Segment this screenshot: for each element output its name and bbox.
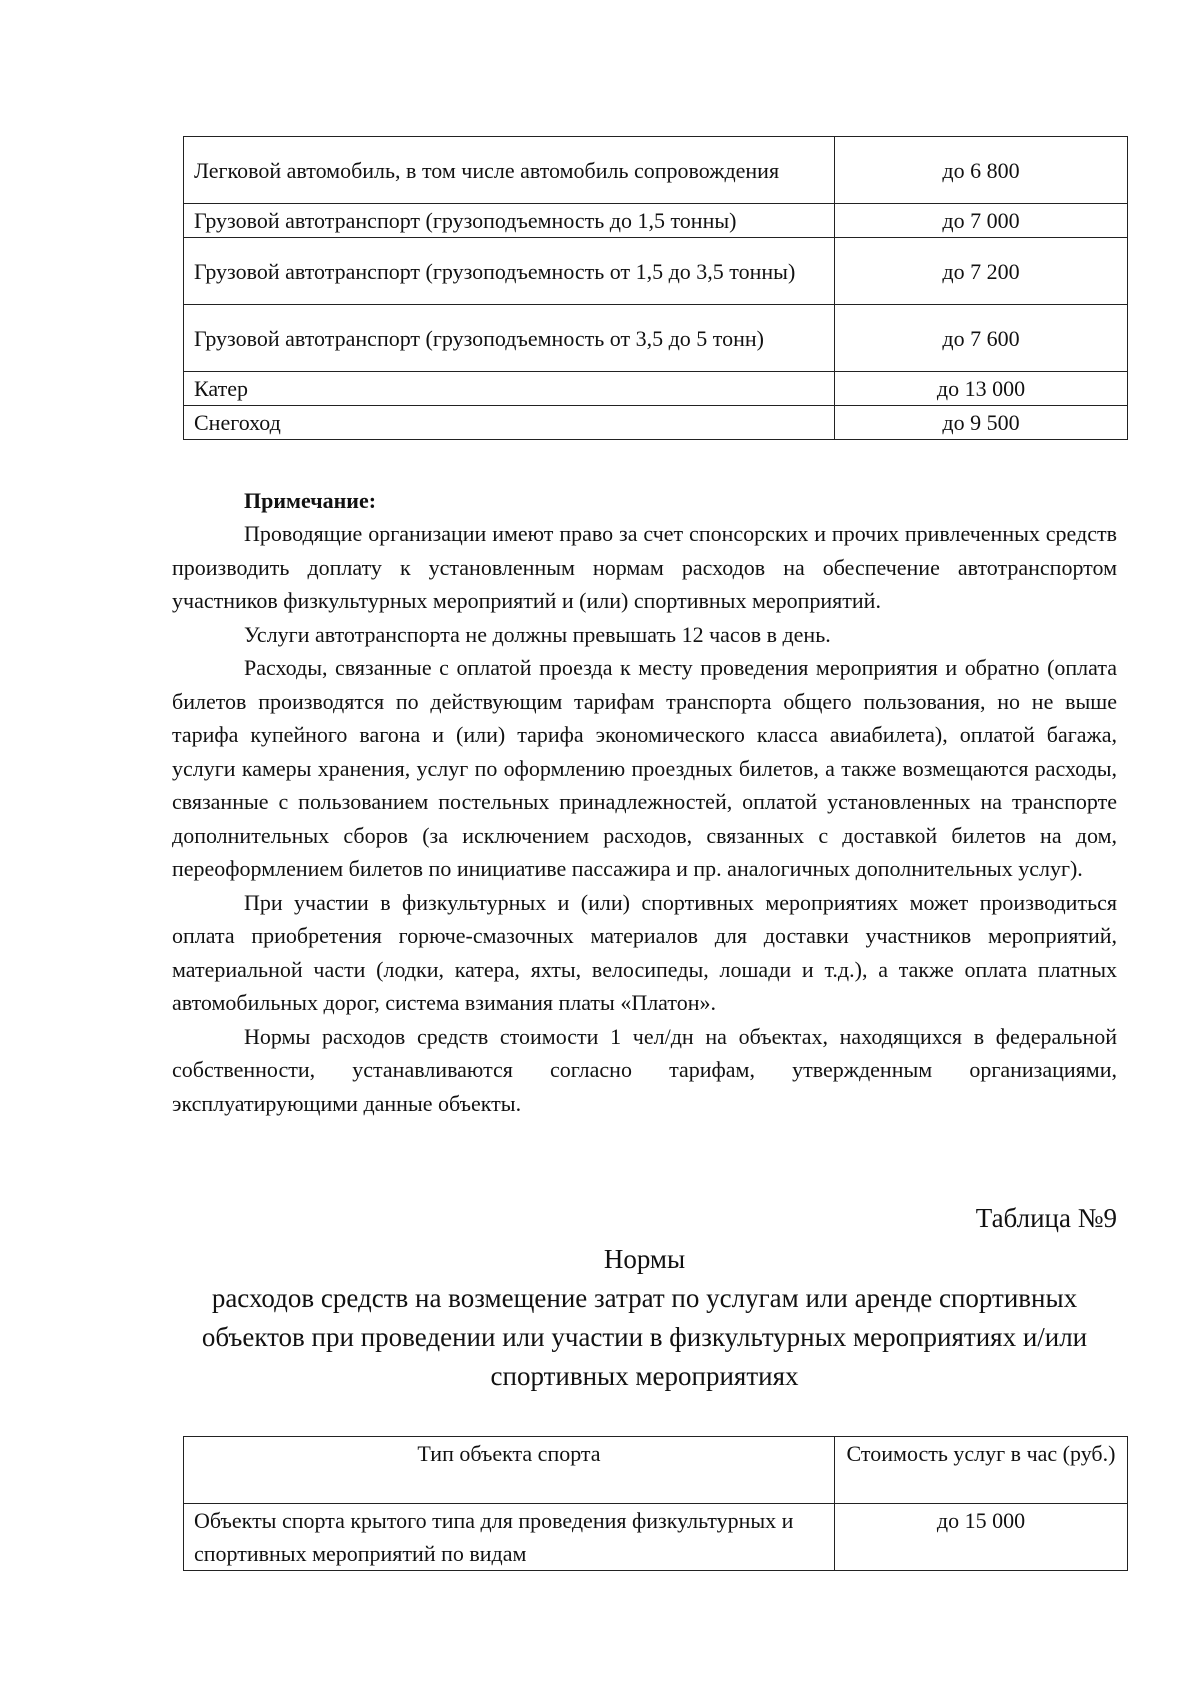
table-row bbox=[184, 204, 1128, 238]
column-header-facility-type: Тип объекта спорта bbox=[184, 1437, 835, 1504]
table-row bbox=[184, 406, 1128, 440]
table-row bbox=[184, 238, 1128, 305]
vehicle-type-cell: Грузовой автотранспорт (грузоподъемность до 1,5 тонны) bbox=[184, 204, 835, 238]
transport-cost-table bbox=[183, 136, 1128, 440]
note-paragraph: Услуги автотранспорта не должны превышать 12 часов в день. bbox=[244, 621, 831, 647]
note-paragraph: Нормы расходов средств стоимости 1 чел/дн на объектах, находящихся в федеральной собственности, устанавливаются согласно тарифам, утвержденным организациями, эксплуатирующими данные объекты. bbox=[172, 1023, 1117, 1116]
note-heading: Примечание: bbox=[244, 488, 377, 513]
note-paragraph: Расходы, связанные с оплатой проезда к месту проведения мероприятия и обратно (оплата билетов производятся по действующим тарифам транспорта общего пользования, но не выше тарифа купейного вагона и (или) тарифа экономического класса авиабилета), оплатой багажа, услуги камеры хранения, услуг по оформлению проездных билетов, а также возмещаются расходы, связанные с пользованием постельных принадлежностей, оплатой установленных на транспорте дополнительных сборов (за исключением расходов, связанных с доставкой билетов на дом, переоформлением билетов по инициативе пассажира и пр. аналогичных дополнительных услуг). bbox=[172, 655, 1117, 881]
cost-cell: до 7 000 bbox=[835, 204, 1128, 238]
note-paragraph: Проводящие организации имеют право за счет спонсорских и прочих привлеченных средств производить доплату к установленным нормам расходов на обеспечение автотранспортом участников физкультурных мероприятий и (или) спортивных мероприятий. bbox=[172, 521, 1117, 613]
vehicle-type-cell: Снегоход bbox=[184, 406, 835, 440]
vehicle-type-cell: Грузовой автотранспорт (грузоподъемность от 3,5 до 5 тонн) bbox=[184, 305, 835, 372]
note-paragraph: При участии в физкультурных и (или) спортивных мероприятиях может производиться оплата приобретения горюче-смазочных материалов для доставки участников мероприятий, материальной части (лодки, катера, яхты, велосипеды, лошади и т.д.), а также оплата платных автомобильных дорог, система взимания платы «Платон». bbox=[172, 889, 1117, 1015]
facility-type-cell: Объекты спорта крытого типа для проведения физкультурных и спортивных мероприятий по видам bbox=[184, 1504, 835, 1571]
cost-cell: до 9 500 bbox=[835, 406, 1128, 440]
cost-cell: до 13 000 bbox=[835, 372, 1128, 406]
table-subtitle: расходов средств на возмещение затрат по услугам или аренде спортивных объектов при проведении или участии в физкультурных мероприятиях и/или спортивных мероприятиях bbox=[201, 1283, 1088, 1391]
cost-cell: до 15 000 bbox=[835, 1504, 1128, 1571]
vehicle-type-cell: Легковой автомобиль, в том числе автомобиль сопровождения bbox=[184, 137, 835, 204]
cost-cell: до 6 800 bbox=[835, 137, 1128, 204]
note-body bbox=[172, 517, 1117, 1120]
cost-cell: до 7 600 bbox=[835, 305, 1128, 372]
vehicle-type-cell: Грузовой автотранспорт (грузоподъемность от 1,5 до 3,5 тонны) bbox=[184, 238, 835, 305]
table-row bbox=[184, 305, 1128, 372]
table-row bbox=[184, 137, 1128, 204]
cost-cell: до 7 200 bbox=[835, 238, 1128, 305]
table-row bbox=[184, 1504, 1128, 1571]
sport-facility-cost-table bbox=[183, 1436, 1128, 1571]
table-number-label: Таблица №9 bbox=[975, 1203, 1117, 1233]
column-header-cost-per-hour: Стоимость услуг в час (руб.) bbox=[835, 1437, 1128, 1504]
table-title: Нормы bbox=[603, 1244, 686, 1274]
table-row bbox=[184, 372, 1128, 406]
vehicle-type-cell: Катер bbox=[184, 372, 835, 406]
table-header-row bbox=[184, 1437, 1128, 1504]
